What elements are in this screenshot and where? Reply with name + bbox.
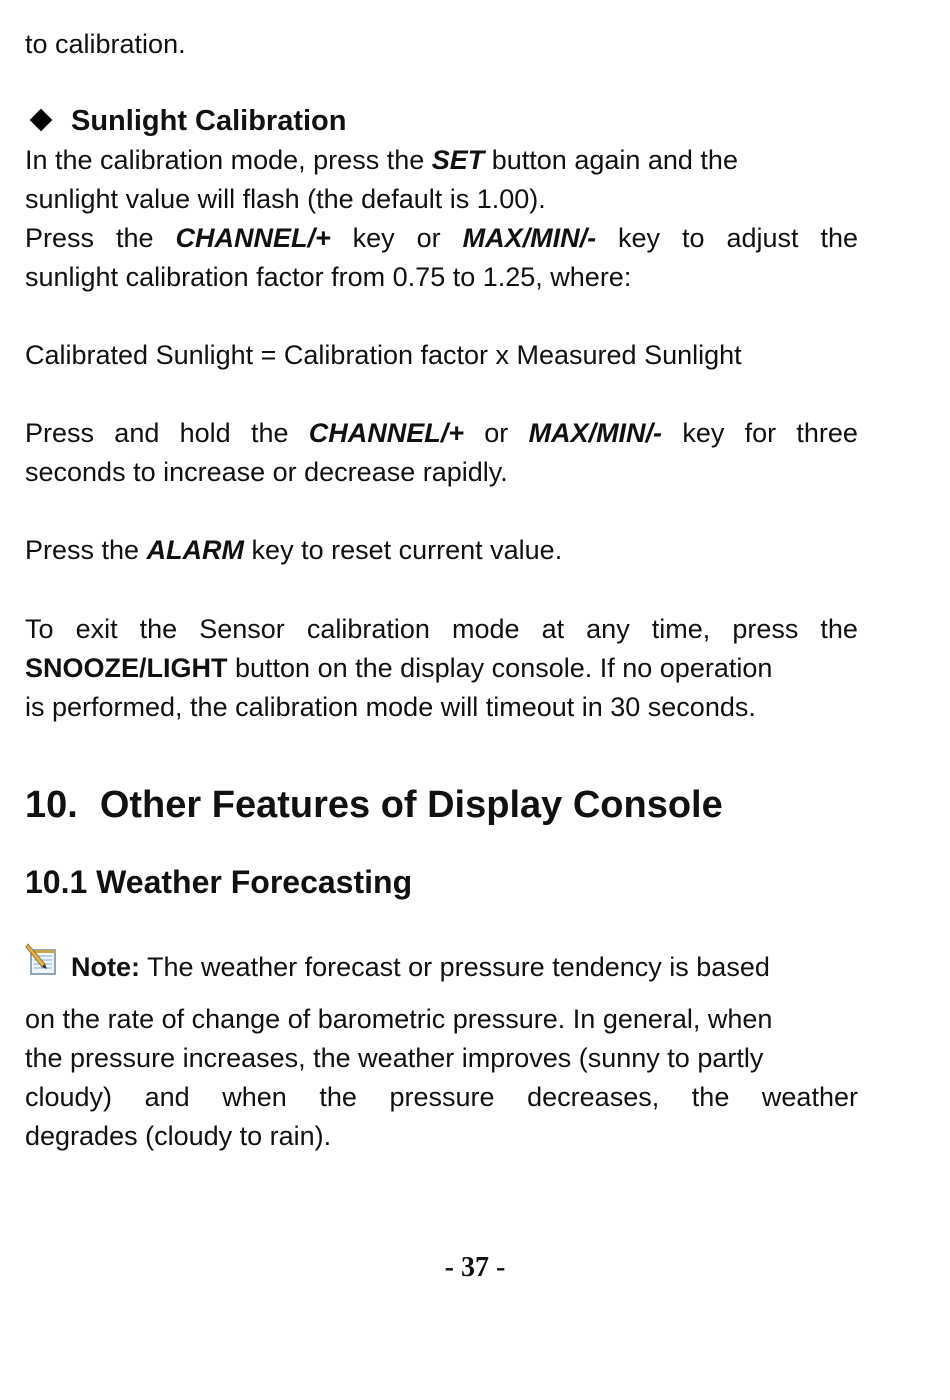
paragraph-line: sunlight value will flash (the default is 1.00).	[25, 184, 546, 214]
paragraph-line: To exit the Sensor calibration mode at any time, press the	[25, 614, 858, 644]
text-line: to calibration.	[25, 29, 186, 59]
paragraph-line: cloudy) and when the pressure decreases, the weather	[25, 1082, 858, 1112]
maxmin-key-label: MAX/MIN/-	[528, 418, 663, 448]
note-label: Note:	[71, 952, 140, 982]
diamond-bullet-icon	[30, 109, 53, 132]
page-number: - 37 -	[444, 1252, 506, 1283]
paragraph-line: sunlight calibration factor from 0.75 to 1.25, where:	[25, 262, 632, 292]
paragraph-line: Press the ALARM key to reset current value.	[25, 535, 563, 565]
paragraph-line: SNOOZE/LIGHT button on the display console. If no operation	[25, 653, 773, 683]
formula-line: Calibrated Sunlight = Calibration factor x Measured Sunlight	[25, 340, 742, 370]
section-heading-10: 10. Other Features of Display Console	[25, 784, 723, 826]
section-heading-10-1: 10.1 Weather Forecasting	[25, 864, 413, 900]
paragraph-line: Press and hold the CHANNEL/+ or MAX/MIN/- key for three	[25, 414, 858, 453]
paragraph-line: the pressure increases, the weather improves (sunny to partly	[25, 1043, 764, 1073]
maxmin-key-label: MAX/MIN/-	[462, 223, 597, 253]
notepad-pencil-icon	[25, 942, 61, 978]
set-key-label: SET	[431, 145, 485, 175]
paragraph-line: Press the CHANNEL/+ key or MAX/MIN/- key to adjust the	[25, 219, 858, 258]
alarm-key-label: ALARM	[146, 535, 245, 565]
subsection-heading-sunlight: Sunlight Calibration	[25, 102, 858, 141]
note-first-line: Note: The weather forecast or pressure tendency is based	[25, 940, 858, 994]
paragraph-line: degrades (cloudy to rain).	[25, 1121, 332, 1151]
snooze-light-key-label: SNOOZE/LIGHT	[25, 653, 228, 683]
channel-key-label: CHANNEL/+	[308, 418, 465, 448]
paragraph-line: seconds to increase or decrease rapidly.	[25, 457, 508, 487]
channel-key-label: CHANNEL/+	[175, 223, 331, 253]
paragraph-line: In the calibration mode, press the SET button again and the	[25, 145, 738, 175]
paragraph-line: on the rate of change of barometric pressure. In general, when	[25, 1004, 773, 1034]
paragraph-line: is performed, the calibration mode will timeout in 30 seconds.	[25, 692, 756, 722]
